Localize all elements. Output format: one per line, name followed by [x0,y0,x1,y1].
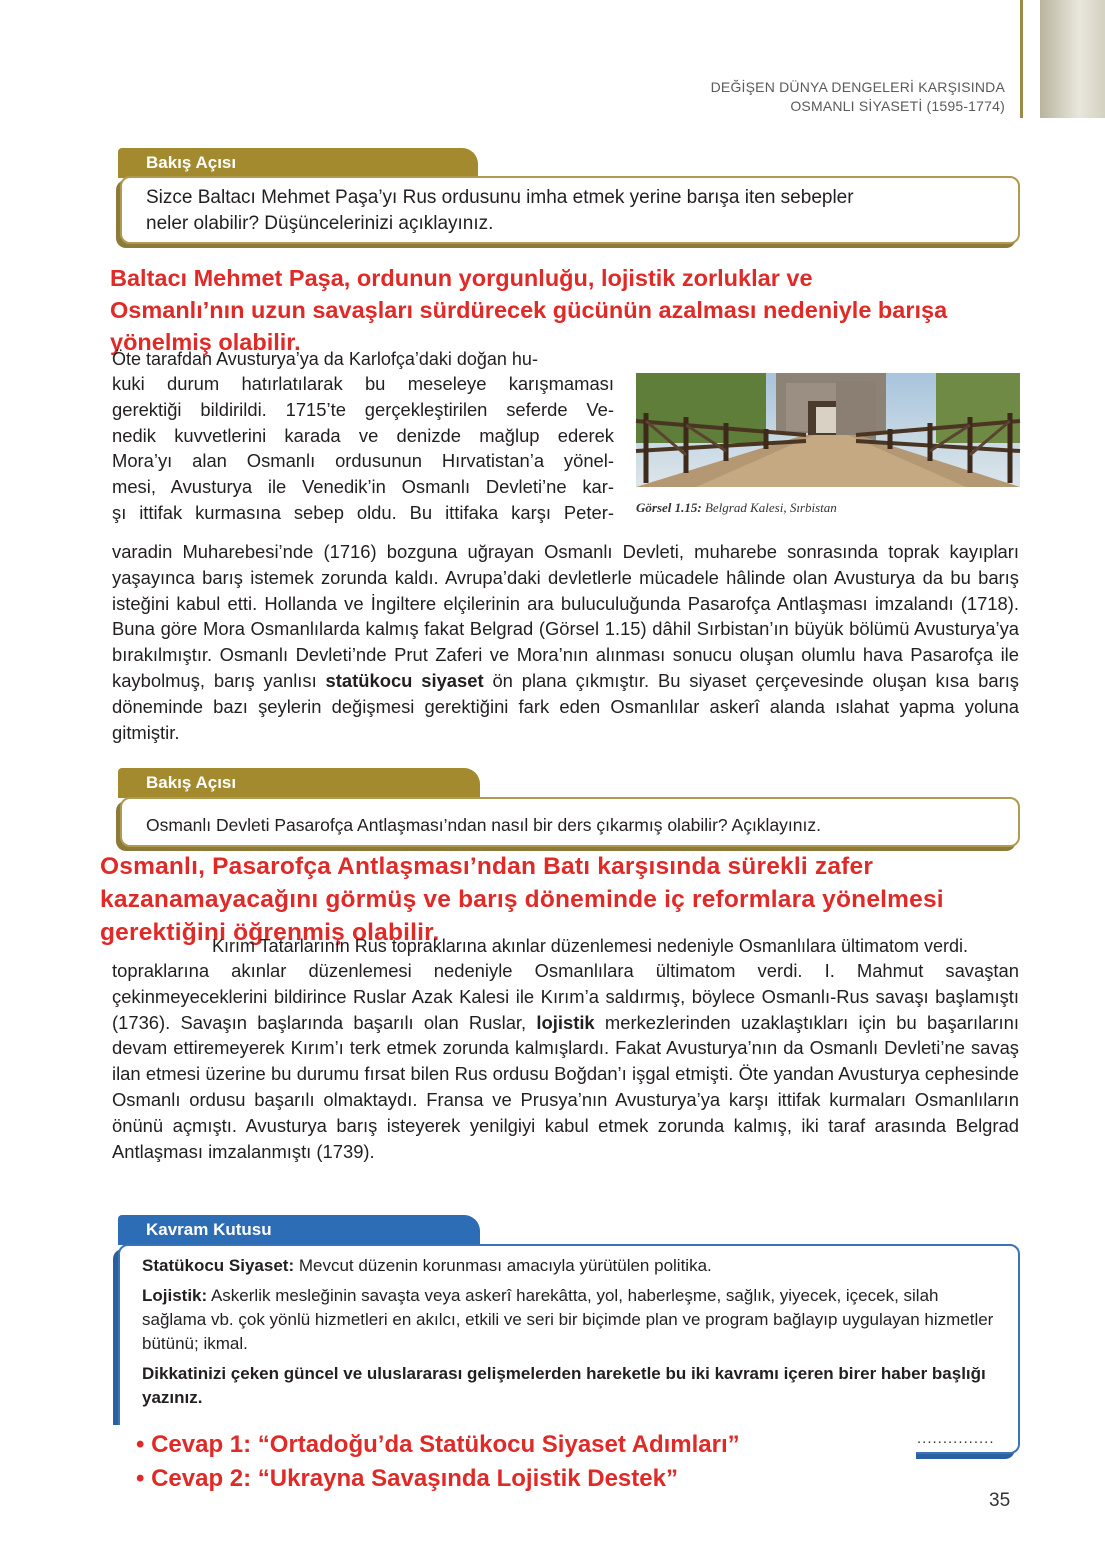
p1-text: ön plana çıkmıştır. Bu siyaset çerçevesinde oluşan kısa barış döneminde bazı şeylerin değişmesi gerektiğini fark eden Osmanlılar askerî alanda ıslahat yapma yoluna gitmiştir. [112,669,1019,743]
keyword-lojistik: lojistik [536,1011,595,1033]
p2-text: merkezlerinden uzaklaştıkları için bu başarılarını devam ettiremeyerek Kırım’ı terk etmek zorunda kalmışlardı. Fakat Avusturya’nın da Osmanlı Devleti’ne savaş ilan etmesi üzerine bu durumu fırsat bilen Rus ordusu Boğdan’ı işgal etmişti. Öte yandan Avusturya cephesinde Osmanlı ordusu başarılı olmaktaydı. Fransa ve Prusya’nın Avusturya’ya karşı ittifak kurmaları Osmanlıların önünü açmıştı. Avusturya barış isteyerek yenilgiyi kabul etmek zorunda kalmış, iki taraf arasında Belgrad Antlaşması imzalanmıştı (1739). [112,1011,1020,1162]
partially-covered-line [112,349,612,370]
p1-line: kuki durum hatırlatılarak bu meseleye karışmaması [112,373,614,394]
concept-box [118,1244,1020,1454]
p2-text: topraklarına akınlar düzenlemesi nedeniyle Osmanlılara ültimatom verdi. I. Mahmut savaştan çekinmeyeceklerini bildirince Ruslar Azak Kalesi ile Kırım’a saldırmış, böylece Osmanlı-Rus savaşı başlamıştı (1736). Savaşın başlarında başarılı olan Ruslar, [112,960,1019,1033]
paragraph-1-narrow [112,371,614,526]
bridge-illustration [636,373,1020,487]
running-head-line1: DEĞİŞEN DÜNYA DENGELERİ KARŞISINDA [710,79,1005,95]
answer3-line1: • Cevap 1: “Ortadoğu’da Statükocu Siyaset Adımları” [136,1431,740,1458]
header-rule [1020,0,1023,118]
chapter-side-tab [1040,0,1105,118]
p1-line: gerektiği bildirildi. 1715’te gerçekleştirilen seferde Ve- [112,398,614,420]
handwritten-answer-1 [110,262,1060,358]
concept-term-2: Lojistik: [142,1286,208,1305]
p1-line: nedik kuvvetlerini karada ve denizde mağlup ederek [112,424,614,446]
p1-line: şı ittifak kurmasına sebep oldu. Bu ittifaka karşı Peter- [112,501,614,523]
answer2-line3: gerektiğini öğrenmiş olabilir. [100,919,440,946]
concept-def-2: Askerlik mesleğinin savaşta veya askerî harekâtta, yol, haberleşme, sağlık, yiyecek, içecek, silah sağlama vb. çok yönlü hizmetleri en akılcı, etkili ve seri bir biçimde plan ve program bağlayıp uygulayan hizmetler bütünü; ikmal. [142,1286,994,1353]
running-head-line2: OSMANLI SİYASETİ (1595-1774) [790,98,1005,114]
handwritten-answer-2 [100,850,1080,949]
perspective-question-line1: Sizce Baltacı Mehmet Paşa’yı Rus ordusunu imha etmek yerine barışa iten sebepler [146,187,854,208]
p1-line: Mora’yı alan Osmanlı ordusunun Hırvatistan’a yönel- [112,450,614,472]
figure-label: Görsel 1.15: [636,500,702,515]
perspective-question-line2: neler olabilir? Düşüncelerinizi açıklayınız. [146,213,494,234]
paragraph-2 [112,958,1019,1164]
answer1-line1: Baltacı Mehmet Paşa, ordunun yorgunluğu, lojistik zorluklar ve [110,265,813,291]
answer2-line1: Osmanlı, Pasarofça Antlaşması’ndan Batı karşısında sürekli zafer [100,853,874,880]
concept-box-tab: Kavram Kutusu [118,1215,480,1245]
partially-covered-line-2 [112,936,1017,958]
belgrade-fortress-photo [636,373,1020,487]
handwritten-answer-3 [136,1428,740,1496]
answer-dots: ............... [917,1430,995,1447]
keyword-statukocu-siyaset: statükocu siyaset [325,669,484,691]
answer1-line3: yönelmiş olabilir. [110,329,301,355]
perspective-box-tab: Bakış Açısı [118,148,478,178]
perspective-box-1 [120,176,1020,244]
answer2-line2: kazanamayacağını görmüş ve barış döneminde iç reformlara yönelmesi [100,886,944,913]
page-number: 35 [989,1490,1011,1511]
cut-line-text: Öte tarafdan Avusturya’ya da Karlofça’daki doğan hu- [112,349,538,369]
concept-lojistik [142,1284,1004,1356]
concept-statukocu [142,1254,1004,1278]
figure-caption-text: Belgrad Kalesi, Sırbistan [704,500,837,515]
p1-line: mesi, Avusturya ile Venedik’in Osmanlı Devleti’ne kar- [112,476,614,498]
running-head [711,78,1005,116]
perspective-box-2 [120,797,1020,847]
concept-task: Dikkatinizi çeken güncel ve uluslararası gelişmelerden hareketle bu iki kavramı içeren birer haber başlığı yazınız. [142,1364,986,1407]
cut-line-2-text: Kırım Tatarlarının Rus topraklarına akınlar düzenlemesi nedeniyle Osmanlılara ültimatom verdi. [212,936,968,956]
perspective-box-tab: Bakış Açısı [118,768,480,798]
paragraph-1-full [112,539,1019,745]
concept-term-1: Statükocu Siyaset: [142,1256,295,1275]
perspective-question-2: Osmanlı Devleti Pasarofça Antlaşması’ndan nasıl bir ders çıkarmış olabilir? Açıklayınız. [146,815,821,835]
answer1-line2: Osmanlı’nın uzun savaşları sürdürecek gücünün azalması nedeniyle barışa [110,297,948,323]
concept-def-1: Mevcut düzenin korunması amacıyla yürütülen politika. [294,1256,712,1275]
figure-caption [636,500,837,516]
p1-text: varadin Muharebesi’nde (1716) bozguna uğrayan Osmanlı Devleti, muharebe sonrasında toprak kayıpları yaşayınca barış istemek zorunda kaldı. Avrupa’daki devletlerle mücadele hâlinde olan Avusturya da bu barış isteğini kabul etti. Hollanda ve İngiltere elçilerinin ara buluculuğunda Pasarofça Antlaşması imzalandı (1718). Buna göre Mora Osmanlılarda kalmış fakat Belgrad (Görsel 1.15) dâhil Sırbistan’ın büyük bölümü Avusturya’ya bırakılmıştır. Osmanlı Devleti’nde Prut Zaferi ve Mora’nın alınması sonucu oluşan olumlu hava Pasarofça ile kaybolmuş, barış yanlısı [112,541,1019,691]
answer3-line2: • Cevap 2: “Ukrayna Savaşında Lojistik Destek” [136,1465,678,1492]
